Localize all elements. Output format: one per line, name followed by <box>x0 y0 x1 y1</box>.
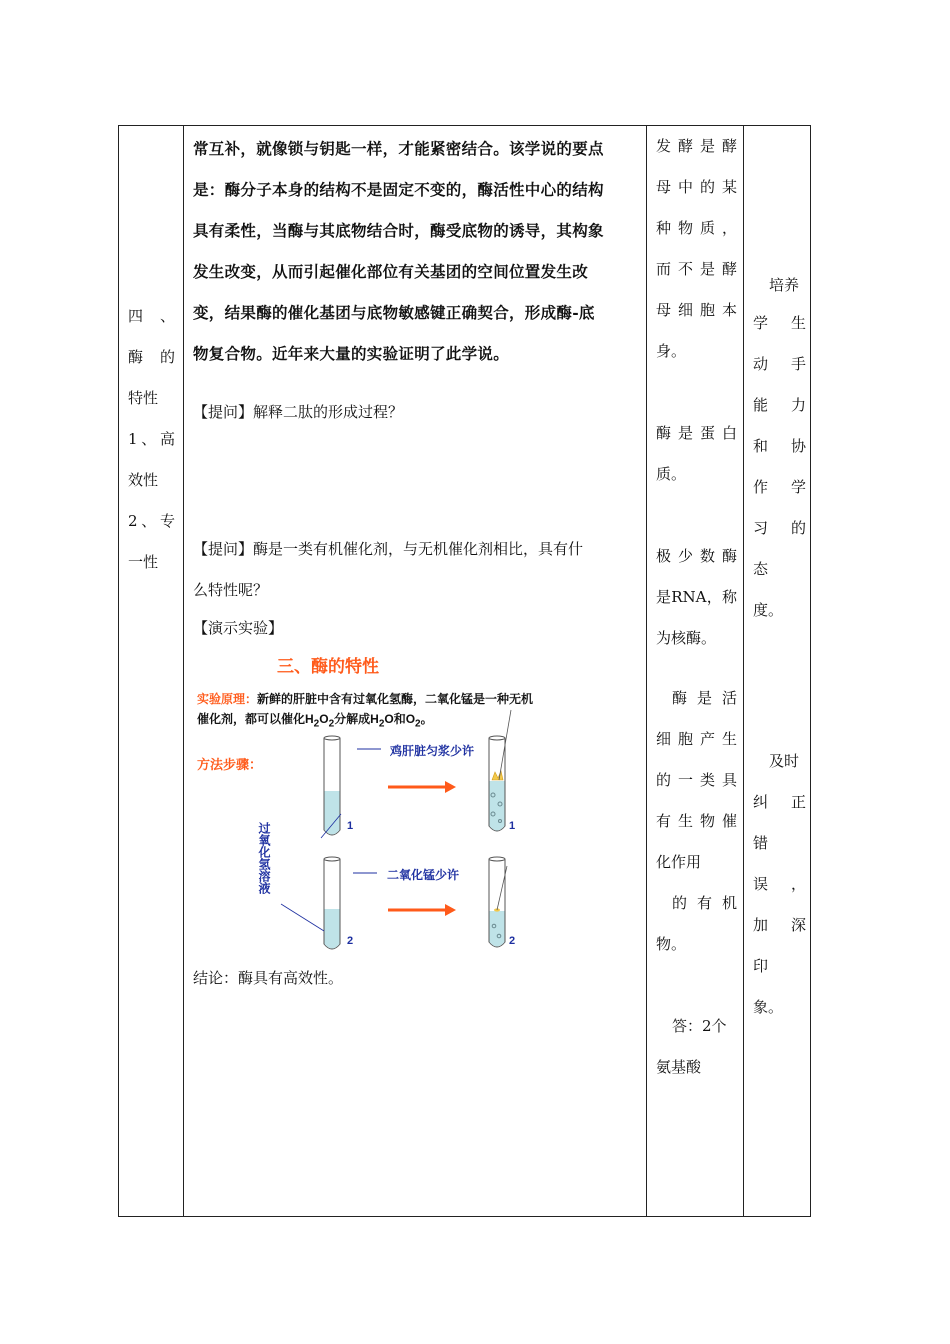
answer-line: 化作用 <box>656 853 702 871</box>
answer-line: 为核酶。 <box>656 629 717 647</box>
experiment-diagram <box>183 646 646 986</box>
intent-line: 象。 <box>753 998 784 1016</box>
theory-line: 物复合物。近年来大量的实验证明了此学说。 <box>193 344 510 363</box>
intent-line: 加 深 <box>753 916 806 934</box>
principle-text: 催化剂，都可以催化H <box>197 712 314 726</box>
teaching-content-column <box>183 126 646 1216</box>
answer-line: 答：2个 <box>672 1017 727 1035</box>
answer-line: 而不是酵 <box>656 260 737 278</box>
subscript: 2 <box>378 718 385 730</box>
answer-line: 身。 <box>656 342 687 360</box>
answer-line: 是RNA，称 <box>656 588 737 606</box>
answer-line: 母中的某 <box>656 178 737 196</box>
question-one: 【提问】解释二肽的形成过程？ <box>193 403 404 421</box>
intent-line: 误 ， <box>753 875 806 893</box>
principle-text: 分解成H <box>334 712 379 726</box>
principle-text: 。 <box>420 712 433 726</box>
answer-line: 酶是活 <box>672 689 737 707</box>
intent-line: 及时 <box>769 752 800 770</box>
principle-text: O <box>319 712 329 726</box>
question-two <box>193 529 640 611</box>
lesson-table <box>118 125 811 1217</box>
intent-line: 能 力 <box>753 396 806 414</box>
intent-line: 习 的 <box>753 519 806 537</box>
demo-label: 【演示实验】 <box>193 619 284 637</box>
h2o2-label: 过氧化氢溶液 <box>257 822 271 894</box>
answer-line: 物。 <box>656 935 687 953</box>
heading-line: 2、专 <box>128 512 175 530</box>
theory-line: 具有柔性，当酶与其底物结合时，酶受底物的诱导，其构象 <box>193 221 604 240</box>
theory-paragraph <box>193 128 640 374</box>
mno2-label: 二氧化锰少许 <box>387 868 460 882</box>
heading-line: 酶 的 <box>128 348 175 366</box>
answer-line: 质。 <box>656 465 687 483</box>
answer-line: 极少数酶 <box>656 547 737 565</box>
subscript: 2 <box>313 718 320 730</box>
intent-line: 纠 正 <box>753 793 806 811</box>
test-tube-1-after <box>489 710 511 831</box>
principle-text: 新鲜的肝脏中含有过氧化氢酶，二氧化锰是一种无机 <box>257 692 534 706</box>
intent-line: 错 <box>753 834 769 852</box>
intent-line: 态 <box>753 560 769 578</box>
intent-line: 动 手 <box>753 355 806 373</box>
heading-line: 四 、 <box>128 307 175 325</box>
answer-line: 有生物催 <box>656 812 737 830</box>
intent-line: 学 生 <box>753 314 806 332</box>
design-intent-column <box>744 126 812 1216</box>
tube-number: 1 <box>509 820 516 832</box>
method-label: 方法步骤： <box>197 757 263 772</box>
tube-number: 2 <box>347 935 354 947</box>
arrow-2 <box>388 904 456 916</box>
experiment-figure <box>183 646 646 986</box>
label-pointer <box>281 904 324 931</box>
answer-line: 酶是蛋白 <box>656 424 737 442</box>
principle-label: 实验原理： <box>197 692 258 706</box>
intent-line: 和 协 <box>753 437 806 455</box>
student-activity-column <box>647 126 743 1216</box>
subscript: 2 <box>328 718 335 730</box>
theory-line: 常互补，就像锁与钥匙一样，才能紧密结合。该学说的要点 <box>193 139 604 158</box>
tube-number: 1 <box>347 820 354 832</box>
liver-label: 鸡肝脏匀浆少许 <box>390 744 475 758</box>
answer-line: 氨基酸 <box>656 1058 702 1076</box>
question-two-line: 【提问】酶是一类有机催化剂，与无机催化剂相比，具有什 <box>193 540 584 558</box>
test-tube-2-before <box>324 857 340 949</box>
heading-line: 一性 <box>128 553 159 571</box>
answer-line: 母细胞本 <box>656 301 737 319</box>
heading-line: 特性 <box>128 389 159 407</box>
theory-line: 发生改变，从而引起催化部位有关基团的空间位置发生改 <box>193 262 589 281</box>
arrow-1 <box>388 781 456 793</box>
intent-line: 培养 <box>769 276 800 294</box>
answer-line: 种物质， <box>656 219 737 237</box>
theory-line: 变，结果酶的催化基团与底物敏感键正确契合，形成酶-底 <box>193 303 595 322</box>
subscript: 2 <box>415 718 421 730</box>
section-heading-column <box>119 126 183 1216</box>
intent-line: 作 学 <box>753 478 806 496</box>
answer-line: 的有机 <box>672 894 737 912</box>
answer-line: 的一类具 <box>656 771 737 789</box>
test-tube-2-after <box>489 857 507 947</box>
tube-number: 2 <box>509 935 516 947</box>
theory-line: 是：酶分子本身的结构不是固定不变的，酶活性中心的结构 <box>193 180 604 199</box>
figure-title: 三、酶的特性 <box>277 657 379 676</box>
intent-line: 度。 <box>753 601 784 619</box>
test-tube-1-before <box>324 736 340 835</box>
conclusion: 结论：酶具有高效性。 <box>193 969 344 987</box>
heading-line: 1、高 <box>128 430 175 448</box>
principle-text: O和O <box>384 712 416 726</box>
heading-line: 效性 <box>128 471 159 489</box>
intent-line: 印 <box>753 957 769 975</box>
answer-line: 细胞产生 <box>656 730 737 748</box>
answer-line: 发酵是酵 <box>656 137 737 155</box>
question-two-line: 么特性呢？ <box>193 581 269 599</box>
